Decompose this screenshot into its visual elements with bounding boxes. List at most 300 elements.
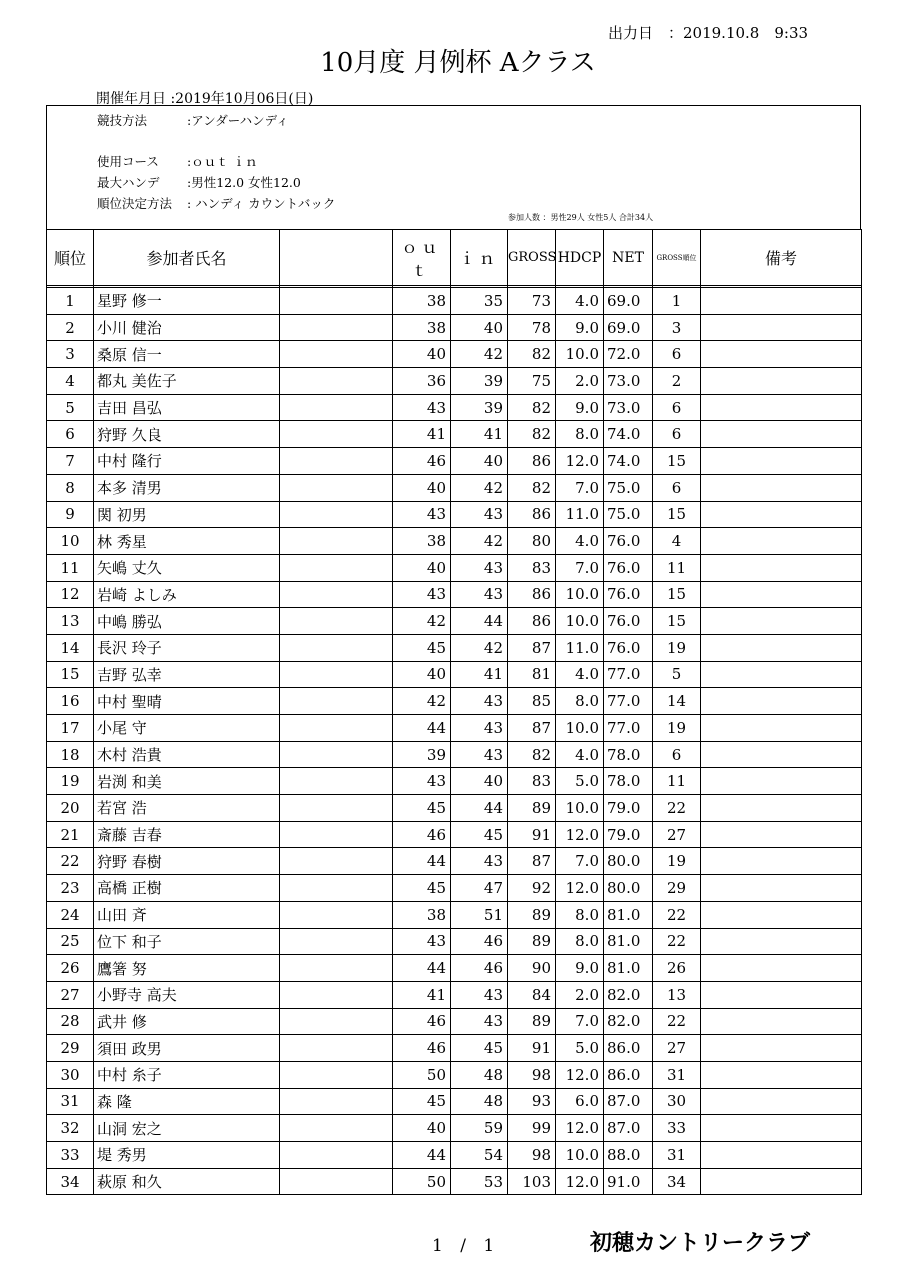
- cell-net: 87.0: [604, 1088, 653, 1115]
- cell-name: 狩野 春樹: [94, 848, 280, 875]
- table-row: [47, 661, 862, 688]
- table-row: [47, 448, 862, 475]
- cell-name-extra: [280, 821, 393, 848]
- cell-in: 46: [451, 955, 508, 982]
- cell-gross: 80: [508, 528, 556, 555]
- cell-remarks: [701, 394, 862, 421]
- cell-rank: 18: [47, 741, 94, 768]
- cell-name-extra: [280, 1088, 393, 1115]
- cell-gross: 89: [508, 928, 556, 955]
- info-rank-value: : ハンディ カウントバック: [187, 196, 336, 211]
- cell-name-extra: [280, 688, 393, 715]
- cell-out: 43: [393, 394, 451, 421]
- cell-out: 45: [393, 875, 451, 902]
- header-name: 参加者氏名: [94, 230, 280, 286]
- table-row: [47, 955, 862, 982]
- info-method: [97, 111, 289, 129]
- cell-name: 木村 浩貴: [94, 741, 280, 768]
- cell-gross-rank: 26: [653, 955, 701, 982]
- cell-name-extra: [280, 1142, 393, 1169]
- table-row: [47, 394, 862, 421]
- cell-out: 45: [393, 634, 451, 661]
- cell-name-extra: [280, 901, 393, 928]
- cell-name-extra: [280, 394, 393, 421]
- table-row: [47, 688, 862, 715]
- cell-name-extra: [280, 875, 393, 902]
- cell-rank: 29: [47, 1035, 94, 1062]
- cell-out: 40: [393, 554, 451, 581]
- cell-name-extra: [280, 741, 393, 768]
- cell-in: 42: [451, 528, 508, 555]
- cell-name: 関 初男: [94, 501, 280, 528]
- cell-remarks: [701, 848, 862, 875]
- cell-remarks: [701, 474, 862, 501]
- cell-remarks: [701, 608, 862, 635]
- cell-rank: 11: [47, 554, 94, 581]
- cell-name: 岩渕 和美: [94, 768, 280, 795]
- cell-hdcp: 7.0: [556, 554, 604, 581]
- header-remarks: 備考: [701, 230, 862, 286]
- page-title: 10月度 月例杯 Aクラス: [320, 48, 596, 78]
- table-row: [47, 634, 862, 661]
- cell-rank: 28: [47, 1008, 94, 1035]
- cell-in: 42: [451, 634, 508, 661]
- cell-hdcp: 11.0: [556, 501, 604, 528]
- cell-in: 39: [451, 368, 508, 395]
- competition-info-box: [46, 105, 861, 229]
- cell-in: 43: [451, 741, 508, 768]
- cell-rank: 2: [47, 314, 94, 341]
- cell-hdcp: 11.0: [556, 634, 604, 661]
- cell-in: 42: [451, 474, 508, 501]
- header-hdcp: HDCP: [556, 230, 604, 286]
- cell-gross: 82: [508, 394, 556, 421]
- cell-name-extra: [280, 1008, 393, 1035]
- cell-in: 39: [451, 394, 508, 421]
- cell-in: 47: [451, 875, 508, 902]
- info-rank-label: 順位決定方法: [97, 196, 173, 211]
- cell-name: 桑原 信一: [94, 341, 280, 368]
- cell-remarks: [701, 955, 862, 982]
- header-rank: 順位: [47, 230, 94, 286]
- cell-hdcp: 2.0: [556, 368, 604, 395]
- page-number: 1 / 1: [432, 1236, 501, 1256]
- cell-net: 79.0: [604, 795, 653, 822]
- results-body: [47, 288, 862, 1195]
- cell-remarks: [701, 1168, 862, 1195]
- header-net: NET: [604, 230, 653, 286]
- cell-remarks: [701, 741, 862, 768]
- cell-name: 斎藤 吉春: [94, 821, 280, 848]
- cell-rank: 21: [47, 821, 94, 848]
- table-row: [47, 715, 862, 742]
- cell-gross: 86: [508, 448, 556, 475]
- cell-name: 狩野 久良: [94, 421, 280, 448]
- cell-net: 74.0: [604, 421, 653, 448]
- cell-gross: 89: [508, 1008, 556, 1035]
- cell-net: 75.0: [604, 474, 653, 501]
- cell-rank: 31: [47, 1088, 94, 1115]
- cell-rank: 4: [47, 368, 94, 395]
- table-row: [47, 554, 862, 581]
- cell-out: 44: [393, 848, 451, 875]
- cell-remarks: [701, 901, 862, 928]
- cell-out: 46: [393, 448, 451, 475]
- cell-gross-rank: 6: [653, 474, 701, 501]
- cell-net: 81.0: [604, 901, 653, 928]
- cell-name: 中村 聖晴: [94, 688, 280, 715]
- cell-name-extra: [280, 1168, 393, 1195]
- info-maxhc-label: 最大ハンデ: [97, 175, 160, 190]
- table-row: [47, 981, 862, 1008]
- cell-rank: 17: [47, 715, 94, 742]
- cell-in: 41: [451, 421, 508, 448]
- cell-name-extra: [280, 368, 393, 395]
- cell-rank: 30: [47, 1061, 94, 1088]
- cell-name-extra: [280, 341, 393, 368]
- info-method-label: 競技方法: [97, 113, 148, 128]
- cell-name-extra: [280, 1061, 393, 1088]
- cell-hdcp: 7.0: [556, 848, 604, 875]
- club-name: 初穂カントリークラブ: [590, 1231, 811, 1256]
- cell-net: 76.0: [604, 608, 653, 635]
- cell-out: 46: [393, 1008, 451, 1035]
- cell-rank: 8: [47, 474, 94, 501]
- cell-rank: 20: [47, 795, 94, 822]
- info-rank-method: [97, 194, 335, 212]
- cell-gross-rank: 19: [653, 848, 701, 875]
- cell-hdcp: 12.0: [556, 1061, 604, 1088]
- cell-remarks: [701, 554, 862, 581]
- cell-name: 堤 秀男: [94, 1142, 280, 1169]
- cell-hdcp: 5.0: [556, 768, 604, 795]
- cell-name: 萩原 和久: [94, 1168, 280, 1195]
- cell-hdcp: 4.0: [556, 741, 604, 768]
- cell-remarks: [701, 928, 862, 955]
- cell-out: 45: [393, 1088, 451, 1115]
- cell-name-extra: [280, 474, 393, 501]
- cell-gross: 92: [508, 875, 556, 902]
- cell-name-extra: [280, 1035, 393, 1062]
- cell-remarks: [701, 1115, 862, 1142]
- cell-in: 42: [451, 341, 508, 368]
- cell-remarks: [701, 875, 862, 902]
- cell-hdcp: 4.0: [556, 661, 604, 688]
- cell-rank: 25: [47, 928, 94, 955]
- cell-gross-rank: 15: [653, 608, 701, 635]
- table-row: [47, 1088, 862, 1115]
- cell-hdcp: 5.0: [556, 1035, 604, 1062]
- cell-out: 42: [393, 608, 451, 635]
- cell-name: 岩崎 よしみ: [94, 581, 280, 608]
- cell-name: 須田 政男: [94, 1035, 280, 1062]
- cell-in: 41: [451, 661, 508, 688]
- cell-net: 80.0: [604, 875, 653, 902]
- cell-in: 43: [451, 581, 508, 608]
- cell-in: 48: [451, 1061, 508, 1088]
- cell-remarks: [701, 581, 862, 608]
- cell-name: 都丸 美佐子: [94, 368, 280, 395]
- cell-remarks: [701, 288, 862, 315]
- cell-out: 50: [393, 1168, 451, 1195]
- cell-rank: 27: [47, 981, 94, 1008]
- cell-in: 40: [451, 768, 508, 795]
- cell-name-extra: [280, 501, 393, 528]
- cell-name: 中嶋 勝弘: [94, 608, 280, 635]
- cell-net: 77.0: [604, 715, 653, 742]
- cell-name-extra: [280, 554, 393, 581]
- cell-remarks: [701, 1035, 862, 1062]
- cell-name: 吉田 昌弘: [94, 394, 280, 421]
- cell-gross-rank: 13: [653, 981, 701, 1008]
- cell-net: 78.0: [604, 768, 653, 795]
- header-gross: GROSS: [508, 230, 556, 286]
- cell-gross: 75: [508, 368, 556, 395]
- cell-rank: 9: [47, 501, 94, 528]
- cell-hdcp: 2.0: [556, 981, 604, 1008]
- cell-in: 54: [451, 1142, 508, 1169]
- cell-rank: 22: [47, 848, 94, 875]
- table-row: [47, 368, 862, 395]
- table-row: [47, 314, 862, 341]
- cell-out: 46: [393, 821, 451, 848]
- cell-net: 79.0: [604, 821, 653, 848]
- cell-in: 43: [451, 501, 508, 528]
- cell-rank: 6: [47, 421, 94, 448]
- table-row: [47, 768, 862, 795]
- cell-net: 75.0: [604, 501, 653, 528]
- header-row: [47, 230, 862, 286]
- cell-gross: 85: [508, 688, 556, 715]
- cell-remarks: [701, 768, 862, 795]
- cell-gross: 82: [508, 741, 556, 768]
- cell-in: 40: [451, 314, 508, 341]
- cell-in: 43: [451, 715, 508, 742]
- cell-out: 43: [393, 581, 451, 608]
- cell-gross: 98: [508, 1142, 556, 1169]
- cell-net: 73.0: [604, 368, 653, 395]
- cell-gross: 99: [508, 1115, 556, 1142]
- table-row: [47, 421, 862, 448]
- cell-name-extra: [280, 661, 393, 688]
- cell-hdcp: 9.0: [556, 394, 604, 421]
- cell-net: 76.0: [604, 634, 653, 661]
- cell-hdcp: 10.0: [556, 608, 604, 635]
- cell-out: 42: [393, 688, 451, 715]
- cell-gross-rank: 22: [653, 928, 701, 955]
- cell-gross-rank: 19: [653, 715, 701, 742]
- cell-in: 45: [451, 1035, 508, 1062]
- header-name-extra: [280, 230, 393, 286]
- table-row: [47, 1168, 862, 1195]
- cell-name-extra: [280, 528, 393, 555]
- cell-name: 森 隆: [94, 1088, 280, 1115]
- cell-name: 星野 修一: [94, 288, 280, 315]
- cell-gross: 73: [508, 288, 556, 315]
- cell-rank: 1: [47, 288, 94, 315]
- cell-gross: 90: [508, 955, 556, 982]
- cell-in: 53: [451, 1168, 508, 1195]
- cell-remarks: [701, 501, 862, 528]
- cell-name-extra: [280, 981, 393, 1008]
- cell-gross: 86: [508, 608, 556, 635]
- cell-hdcp: 10.0: [556, 715, 604, 742]
- cell-remarks: [701, 528, 862, 555]
- cell-name-extra: [280, 955, 393, 982]
- cell-net: 87.0: [604, 1115, 653, 1142]
- table-row: [47, 1035, 862, 1062]
- event-date: 開催年月日 :2019年10月06日(日): [96, 91, 314, 107]
- cell-remarks: [701, 1088, 862, 1115]
- cell-gross-rank: 31: [653, 1142, 701, 1169]
- cell-hdcp: 8.0: [556, 901, 604, 928]
- cell-net: 86.0: [604, 1061, 653, 1088]
- output-date: 出力日 ：2019.10.8 9:33: [608, 24, 809, 42]
- table-row: [47, 1008, 862, 1035]
- cell-out: 44: [393, 715, 451, 742]
- cell-name-extra: [280, 795, 393, 822]
- cell-rank: 34: [47, 1168, 94, 1195]
- cell-rank: 13: [47, 608, 94, 635]
- cell-gross: 98: [508, 1061, 556, 1088]
- cell-out: 44: [393, 1142, 451, 1169]
- cell-hdcp: 7.0: [556, 1008, 604, 1035]
- cell-name: 山田 斉: [94, 901, 280, 928]
- cell-gross: 93: [508, 1088, 556, 1115]
- cell-name: 山洞 宏之: [94, 1115, 280, 1142]
- cell-in: 59: [451, 1115, 508, 1142]
- cell-name: 矢嶋 丈久: [94, 554, 280, 581]
- cell-gross-rank: 11: [653, 554, 701, 581]
- cell-hdcp: 9.0: [556, 955, 604, 982]
- cell-gross: 83: [508, 768, 556, 795]
- cell-hdcp: 12.0: [556, 821, 604, 848]
- cell-net: 77.0: [604, 688, 653, 715]
- cell-remarks: [701, 981, 862, 1008]
- cell-remarks: [701, 368, 862, 395]
- cell-hdcp: 12.0: [556, 875, 604, 902]
- cell-name: 小野寺 高夫: [94, 981, 280, 1008]
- cell-gross-rank: 30: [653, 1088, 701, 1115]
- cell-rank: 12: [47, 581, 94, 608]
- cell-hdcp: 12.0: [556, 448, 604, 475]
- table-row: [47, 581, 862, 608]
- cell-gross: 82: [508, 421, 556, 448]
- cell-name-extra: [280, 288, 393, 315]
- cell-gross-rank: 3: [653, 314, 701, 341]
- cell-gross: 89: [508, 795, 556, 822]
- cell-hdcp: 10.0: [556, 795, 604, 822]
- cell-gross-rank: 34: [653, 1168, 701, 1195]
- cell-net: 91.0: [604, 1168, 653, 1195]
- cell-out: 40: [393, 661, 451, 688]
- cell-in: 46: [451, 928, 508, 955]
- header-in: ｉｎ: [451, 230, 508, 286]
- cell-rank: 16: [47, 688, 94, 715]
- cell-hdcp: 10.0: [556, 1142, 604, 1169]
- table-row: [47, 795, 862, 822]
- cell-out: 40: [393, 1115, 451, 1142]
- cell-name: 位下 和子: [94, 928, 280, 955]
- cell-remarks: [701, 1061, 862, 1088]
- table-row: [47, 474, 862, 501]
- cell-rank: 23: [47, 875, 94, 902]
- cell-gross-rank: 15: [653, 581, 701, 608]
- cell-hdcp: 8.0: [556, 421, 604, 448]
- cell-name: 中村 隆行: [94, 448, 280, 475]
- table-row: [47, 928, 862, 955]
- cell-gross: 103: [508, 1168, 556, 1195]
- cell-out: 43: [393, 501, 451, 528]
- cell-name-extra: [280, 928, 393, 955]
- cell-gross-rank: 27: [653, 1035, 701, 1062]
- table-row: [47, 501, 862, 528]
- cell-net: 86.0: [604, 1035, 653, 1062]
- cell-net: 76.0: [604, 554, 653, 581]
- cell-rank: 24: [47, 901, 94, 928]
- cell-name-extra: [280, 581, 393, 608]
- cell-gross-rank: 6: [653, 741, 701, 768]
- cell-out: 44: [393, 955, 451, 982]
- cell-remarks: [701, 341, 862, 368]
- info-course-value: :ｏｕｔ ｉｎ: [187, 154, 258, 169]
- cell-in: 48: [451, 1088, 508, 1115]
- table-row: [47, 341, 862, 368]
- cell-name: 吉野 弘幸: [94, 661, 280, 688]
- cell-hdcp: 4.0: [556, 528, 604, 555]
- cell-gross: 91: [508, 1035, 556, 1062]
- cell-rank: 32: [47, 1115, 94, 1142]
- cell-name: 小川 健治: [94, 314, 280, 341]
- cell-out: 41: [393, 421, 451, 448]
- cell-out: 39: [393, 741, 451, 768]
- cell-remarks: [701, 448, 862, 475]
- cell-gross-rank: 19: [653, 634, 701, 661]
- cell-gross: 81: [508, 661, 556, 688]
- cell-out: 43: [393, 928, 451, 955]
- cell-gross: 87: [508, 634, 556, 661]
- cell-gross: 87: [508, 715, 556, 742]
- cell-rank: 7: [47, 448, 94, 475]
- cell-gross-rank: 33: [653, 1115, 701, 1142]
- cell-gross-rank: 15: [653, 448, 701, 475]
- cell-name-extra: [280, 448, 393, 475]
- cell-gross-rank: 22: [653, 901, 701, 928]
- cell-in: 45: [451, 821, 508, 848]
- cell-net: 82.0: [604, 981, 653, 1008]
- cell-hdcp: 9.0: [556, 314, 604, 341]
- cell-name: 中村 糸子: [94, 1061, 280, 1088]
- cell-rank: 26: [47, 955, 94, 982]
- cell-remarks: [701, 688, 862, 715]
- cell-out: 43: [393, 768, 451, 795]
- cell-hdcp: 10.0: [556, 581, 604, 608]
- cell-hdcp: 8.0: [556, 688, 604, 715]
- cell-out: 40: [393, 341, 451, 368]
- cell-net: 73.0: [604, 394, 653, 421]
- cell-name-extra: [280, 1115, 393, 1142]
- cell-gross-rank: 22: [653, 1008, 701, 1035]
- cell-rank: 5: [47, 394, 94, 421]
- cell-out: 46: [393, 1035, 451, 1062]
- results-table: [46, 229, 862, 1195]
- table-row: [47, 901, 862, 928]
- header-gross-rank: GROSS順位: [653, 230, 701, 286]
- cell-name: 長沢 玲子: [94, 634, 280, 661]
- cell-remarks: [701, 1008, 862, 1035]
- table-row: [47, 1142, 862, 1169]
- cell-remarks: [701, 634, 862, 661]
